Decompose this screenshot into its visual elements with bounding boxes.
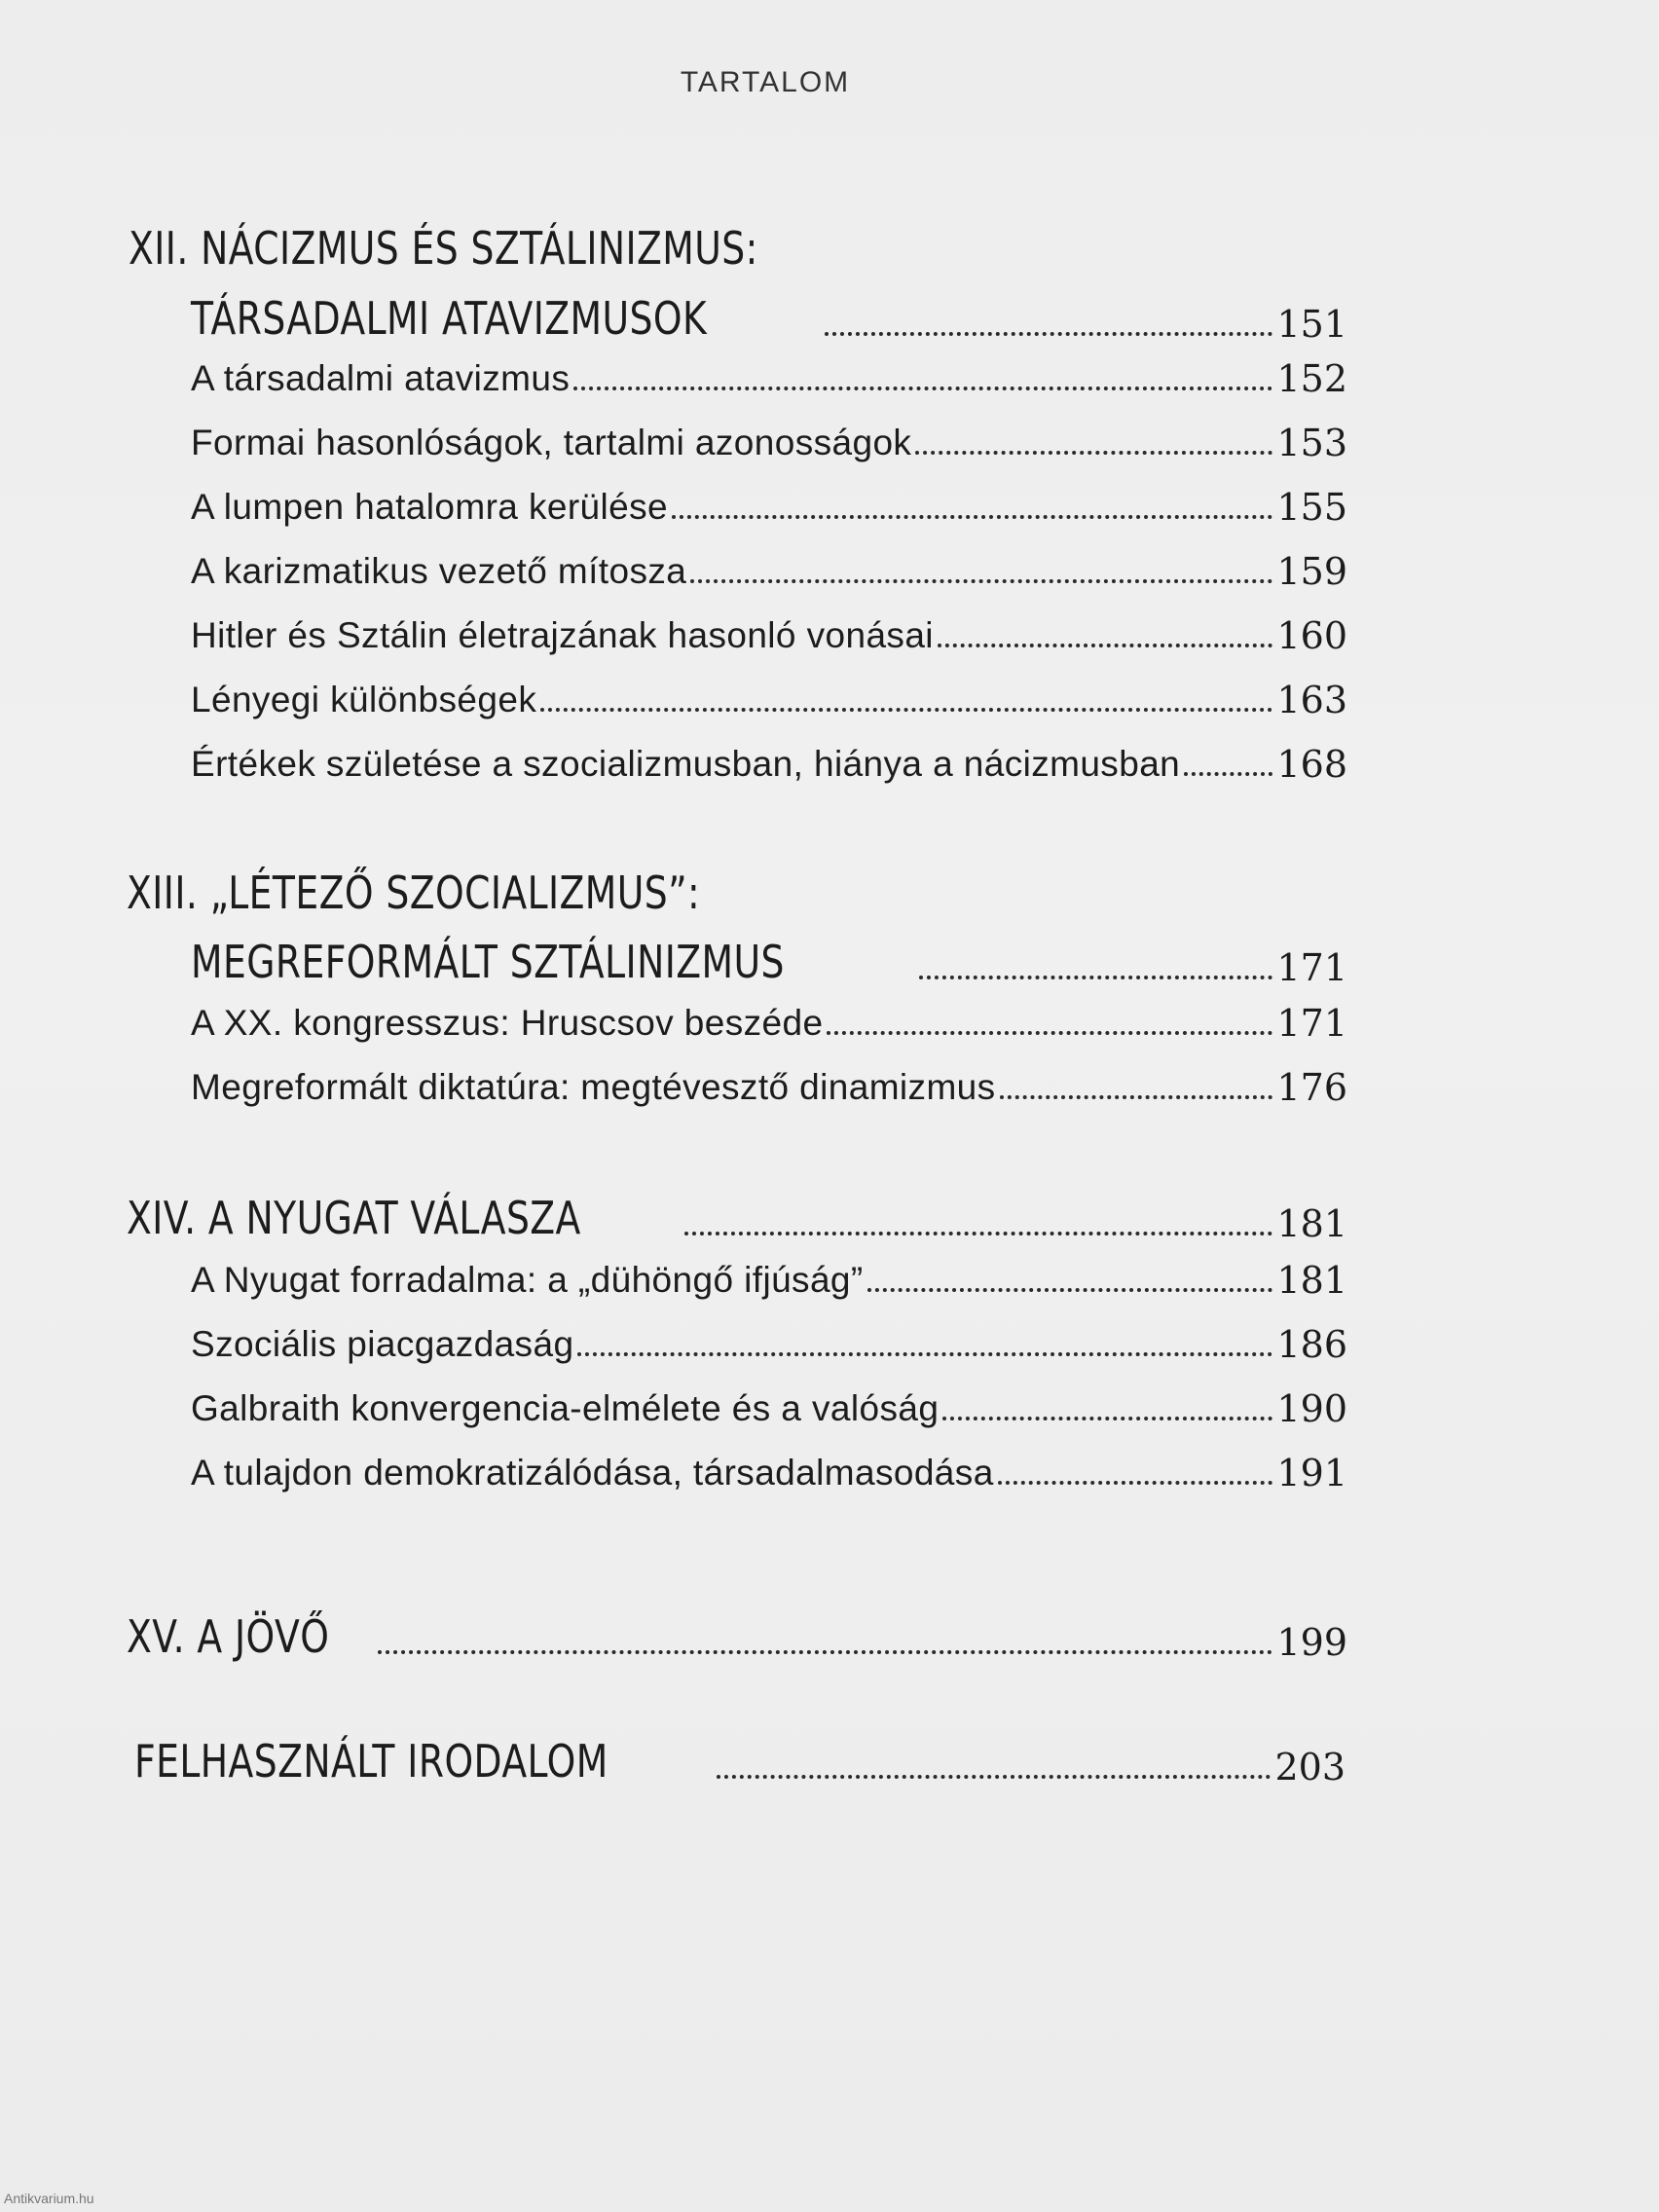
dot-leader: [577, 1352, 1272, 1356]
dot-leader: [573, 387, 1272, 390]
watermark: Antikvarium.hu: [4, 2191, 94, 2206]
toc-entry-title: XV. A JÖVŐ: [127, 1610, 330, 1663]
dot-leader: [1184, 772, 1272, 776]
dot-leader: [690, 579, 1272, 583]
toc-entry-title: Formai hasonlóságok, tartalmi azonosságok: [191, 423, 912, 462]
toc-entry-title: Hitler és Sztálin életrajzának hasonló vonásai: [191, 615, 934, 655]
toc-page-number: 152: [1276, 357, 1347, 400]
toc-entry-title: FELHASZNÁLT IRODALOM: [134, 1735, 608, 1788]
dot-leader: [684, 1232, 1272, 1235]
dot-leader: [1000, 1095, 1273, 1099]
toc-page-number: 163: [1276, 679, 1347, 721]
toc-page-number: 151: [1276, 303, 1347, 346]
toc-entry-title: A XX. kongresszus: Hruscsov beszéde: [191, 1003, 824, 1043]
toc-entry-section[interactable]: [191, 1445, 1347, 1493]
toc-entry-section[interactable]: [191, 672, 1347, 720]
toc-entry-title: Galbraith konvergencia-elmélete és a valóság: [191, 1388, 940, 1428]
toc-entry-title: Lényegi különbségek: [191, 680, 537, 719]
toc-entry-chapter-xiii[interactable]: [191, 930, 1347, 988]
chapter-title-xiii-line1: XIII. „LÉTEZŐ SZOCIALIZMUS”:: [127, 866, 701, 919]
toc-page-number: 171: [1276, 1002, 1347, 1045]
toc-entry-section[interactable]: [191, 543, 1347, 592]
toc-entry-title: Megreformált diktatúra: megtévesztő dinamizmus: [191, 1067, 996, 1107]
dot-leader: [672, 515, 1272, 519]
toc-page-number: 181: [1276, 1259, 1347, 1302]
toc-entry-section[interactable]: [191, 1059, 1347, 1108]
dot-leader: [938, 644, 1273, 647]
toc-entry-title: A lumpen hatalomra kerülése: [191, 487, 669, 527]
toc-entry-title: Értékek születése a szocializmusban, hiánya a nácizmusban: [191, 744, 1181, 784]
toc-entry-chapter-xv[interactable]: [127, 1604, 1347, 1663]
toc-page-number: 203: [1274, 1746, 1346, 1788]
toc-entry-section[interactable]: [191, 350, 1347, 399]
dot-leader: [827, 1031, 1272, 1035]
toc-page-number: 176: [1276, 1066, 1347, 1109]
toc-entry-section[interactable]: [191, 1316, 1347, 1365]
dot-leader: [998, 1481, 1273, 1485]
toc-entry-section[interactable]: [191, 479, 1347, 528]
toc-page-number: 199: [1276, 1621, 1347, 1664]
dot-leader: [540, 708, 1272, 712]
dot-leader: [378, 1650, 1272, 1654]
toc-entry-section[interactable]: [191, 415, 1347, 463]
toc-page-number: 153: [1276, 422, 1347, 464]
toc-page-number: 159: [1276, 550, 1347, 593]
toc-entry-section[interactable]: [191, 736, 1347, 785]
toc-page-number: 186: [1276, 1323, 1347, 1366]
toc-entry-section[interactable]: [191, 608, 1347, 656]
toc-entry-title: A tulajdon demokratizálódása, társadalmasodása: [191, 1453, 994, 1493]
dot-leader: [717, 1775, 1272, 1779]
toc-page-number: 171: [1276, 946, 1347, 989]
toc-page-number: 155: [1276, 486, 1347, 529]
toc-entry-section[interactable]: [191, 995, 1347, 1044]
toc-entry-title: MEGREFORMÁLT SZTÁLINIZMUS: [191, 936, 785, 988]
toc-entry-title: XIV. A NYUGAT VÁLASZA: [127, 1192, 581, 1244]
dot-leader: [825, 332, 1273, 336]
toc-page-number: 191: [1276, 1452, 1347, 1494]
toc-entry-title: A Nyugat forradalma: a „dühöngő ifjúság”: [191, 1260, 864, 1300]
toc-page-number: 168: [1276, 743, 1347, 786]
toc-page-number: 181: [1276, 1202, 1347, 1245]
toc-entry-title: A társadalmi atavizmus: [191, 358, 571, 398]
dot-leader: [919, 976, 1273, 979]
toc-entry-section[interactable]: [191, 1381, 1347, 1429]
toc-page-number: 190: [1276, 1387, 1347, 1430]
toc-page-number: 160: [1276, 614, 1347, 657]
dot-leader: [867, 1288, 1273, 1292]
toc-entry-bibliography[interactable]: [134, 1729, 1346, 1788]
chapter-title-xii-line1: XII. NÁCIZMUS ÉS SZTÁLINIZMUS:: [129, 222, 758, 275]
dot-leader: [942, 1417, 1272, 1420]
toc-entry-title: Szociális piacgazdaság: [191, 1324, 574, 1364]
toc-entry-title: A karizmatikus vezető mítosza: [191, 551, 687, 591]
toc-entry-title: TÁRSADALMI ATAVIZMUSOK: [191, 292, 708, 345]
dot-leader: [915, 451, 1272, 455]
toc-entry-chapter-xii[interactable]: [191, 286, 1347, 345]
toc-entry-chapter-xiv[interactable]: [127, 1186, 1347, 1244]
page-header: TARTALOM: [680, 66, 851, 98]
toc-entry-section[interactable]: [191, 1252, 1347, 1301]
